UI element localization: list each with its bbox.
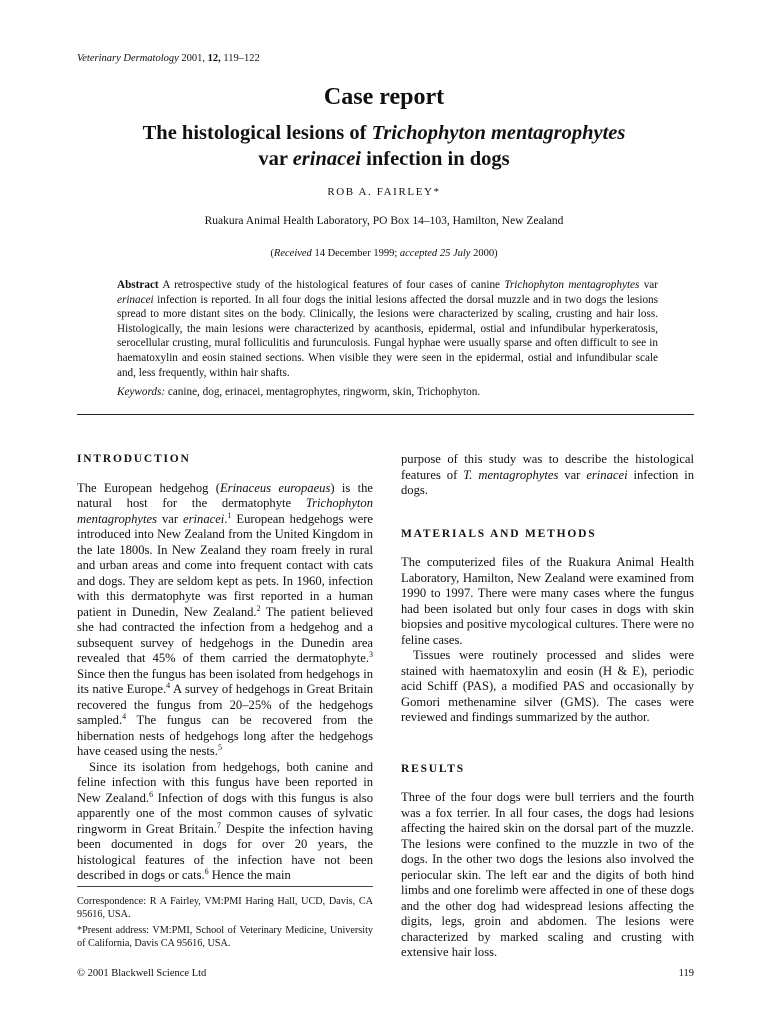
introduction-paragraph: The European hedgehog (Erinaceus europaeus) is the natural host for the dermatophyte Trichophyton mentagrophytes var erinacei.$^1$ European hedgehogs were introduced into New Zealand from the United Kingdom in the late 1800s. In New Zealand they roam freely in rural and urban areas and come into frequent contact with cats and dogs. They are seldom kept as pets. In 1960, infection with this dermatophyte was first reported in a human patient in Dunedin, New Zealand.$^2$ The patient believed she had contracted the infection from a hedgehog and a subsequent survey of hedgehogs in the Dunedin area revealed that 45% of them carried the dermatophyte.$^3$ Since then the fungus has been isolated from hedgehogs in its native Europe.$^4$ A survey of hedgehogs in Great Britain recovered the fungus from 20–25% of the hedgehogs sampled.$^4$ The fungus can be recovered from the hibernation nests of hedgehogs long after the hedgehogs have ceased using the nests.$^5$ <box>77 480 373 758</box>
title-part: The histological lesions of <box>142 122 372 144</box>
received-label: Received <box>273 248 312 259</box>
abstract-text: var <box>639 279 658 291</box>
header-divider <box>77 414 694 415</box>
section-heading-introduction: INTRODUCTION <box>77 453 191 465</box>
methods-paragraph: The computerized files of the Ruakura Animal Health Laboratory, Hamilton, New Zealand were examined from 1990 to 1997. There were many cases where the fungus had been isolated but only four cases in dogs with skin biopsies and positive mycological cultures. There were no feline cases. <box>401 555 694 647</box>
present-address-footnote: *Present address: VM:PMI, School of Veterinary Medicine, University of California, Davis CA 95616, USA. <box>77 925 373 949</box>
reference-marker: 6 <box>149 789 154 799</box>
title-part: var <box>258 148 293 170</box>
paren-open: ( <box>270 248 274 259</box>
journal-volume: 12, <box>207 53 221 64</box>
title-species: Trichophyton mentagrophytes <box>371 122 626 144</box>
journal-name: Veterinary Dermatology <box>77 53 179 64</box>
affiliation: Ruakura Animal Health Laboratory, PO Box 14–103, Hamilton, New Zealand <box>204 215 564 227</box>
title-part: infection in dogs <box>361 148 510 170</box>
introduction-paragraph-continued: purpose of this study was to describe the histological features of T. mentagrophytes var erinacei infection in dogs. <box>401 452 694 497</box>
abstract-label: Abstract <box>117 279 159 291</box>
reference-marker: 4 <box>122 711 127 721</box>
reference-marker: 6 <box>204 866 209 876</box>
abstract-variety: erinacei <box>117 293 154 306</box>
reference-marker: 2 <box>256 603 261 613</box>
article-title <box>60 120 708 172</box>
methods-paragraph: Tissues were routinely processed and slides were stained with haematoxylin and eosin (H & E), periodic acid Schiff (PAS), a modified PAS and occasionally by Gomori methenamine silver (GMS). The cases were reviewed and findings summarized by the author. <box>401 648 694 724</box>
paren-close: 2000) <box>470 248 498 259</box>
keywords-text: canine, dog, erinacei, mentagrophytes, ringworm, skin, Trichophyton. <box>165 386 481 398</box>
received-dates <box>0 248 768 259</box>
received-date: 14 December 1999; <box>311 248 400 259</box>
abstract-text: infection is reported. In all four dogs the initial lesions affected the dorsal muzzle and in two dogs the lesions spread to more distant sites on the body. Clinically, the lesions were characterized by scaling, crusting and hair loss. Histologically, the main lesions were characterized by acanthosis, epidermal, ostial and infundibular hyperkeratosis, serocellular crusting, mural folliculitis and furunculosis. Fungal hyphae were usually sparse and often difficult to see in haematoxylin and eosin stained sections. When visible they were seen in the epidermal, ostial and infundibular scale and, less frequently, within hair shafts. <box>117 293 658 379</box>
copyright: © 2001 Blackwell Science Ltd <box>77 968 207 979</box>
abstract-text: A retrospective study of the histological features of four cases of canine <box>158 279 505 291</box>
keywords-label: Keywords: <box>117 386 166 398</box>
reference-marker: 4 <box>166 680 171 690</box>
abstract-species: Trichophyton mentagrophytes <box>504 279 640 291</box>
right-column <box>401 452 694 961</box>
accepted-label: accepted <box>399 248 438 259</box>
correspondence-footnote: Correspondence: R A Fairley, VM:PMI Haring Hall, UCD, Davis, CA 95616, USA. <box>77 896 373 920</box>
introduction-paragraph: Since its isolation from hedgehogs, both canine and feline infection with this fungus have been reported in New Zealand.$^6$ Infection of dogs with this fungus is also apparently one of the most common causes of sylvatic ringworm in Great Britain.$^7$ Despite the infection having been documented in dogs for over 20 years, the histological features of the infection have not been described in dogs or cats.$^6$ Hence the main <box>77 759 373 882</box>
reference-marker: 3 <box>369 649 373 659</box>
section-heading-methods: MATERIALS AND METHODS <box>401 527 597 540</box>
reference-marker: 7 <box>216 820 221 830</box>
abstract <box>117 278 658 380</box>
section-heading-results: RESULTS <box>401 762 465 775</box>
journal-year: 2001, <box>181 53 206 64</box>
footnote-divider <box>77 886 373 887</box>
reference-marker: 5 <box>217 742 222 752</box>
accepted-date: 25 July <box>437 248 471 259</box>
article-type: Case report <box>323 84 445 110</box>
page-number: 119 <box>678 968 694 979</box>
title-variety: erinacei <box>292 148 362 170</box>
author: ROB A. FAIRLEY* <box>327 186 441 198</box>
keywords <box>117 386 658 398</box>
reference-marker: 1 <box>227 510 232 520</box>
left-column <box>77 452 373 884</box>
journal-pages: 119–122 <box>223 53 260 64</box>
results-paragraph: Three of the four dogs were bull terriers and the fourth was a fox terrier. In all four cases, the dogs had lesions affecting the haired skin on the dorsal part of the muzzle. The lesions were confined to the muzzle in two of the dogs. In the other two dogs the lesions also involved the periocular skin. The left ear and the digits of both hind limbs and one forelimb were affected in one of these dogs and the other dog had widespread lesions affecting the digits, legs, groin and abdomen. The lesions were characterized by marked scaling and crusting with extensive hair loss. <box>401 790 694 959</box>
journal-citation <box>77 53 260 64</box>
